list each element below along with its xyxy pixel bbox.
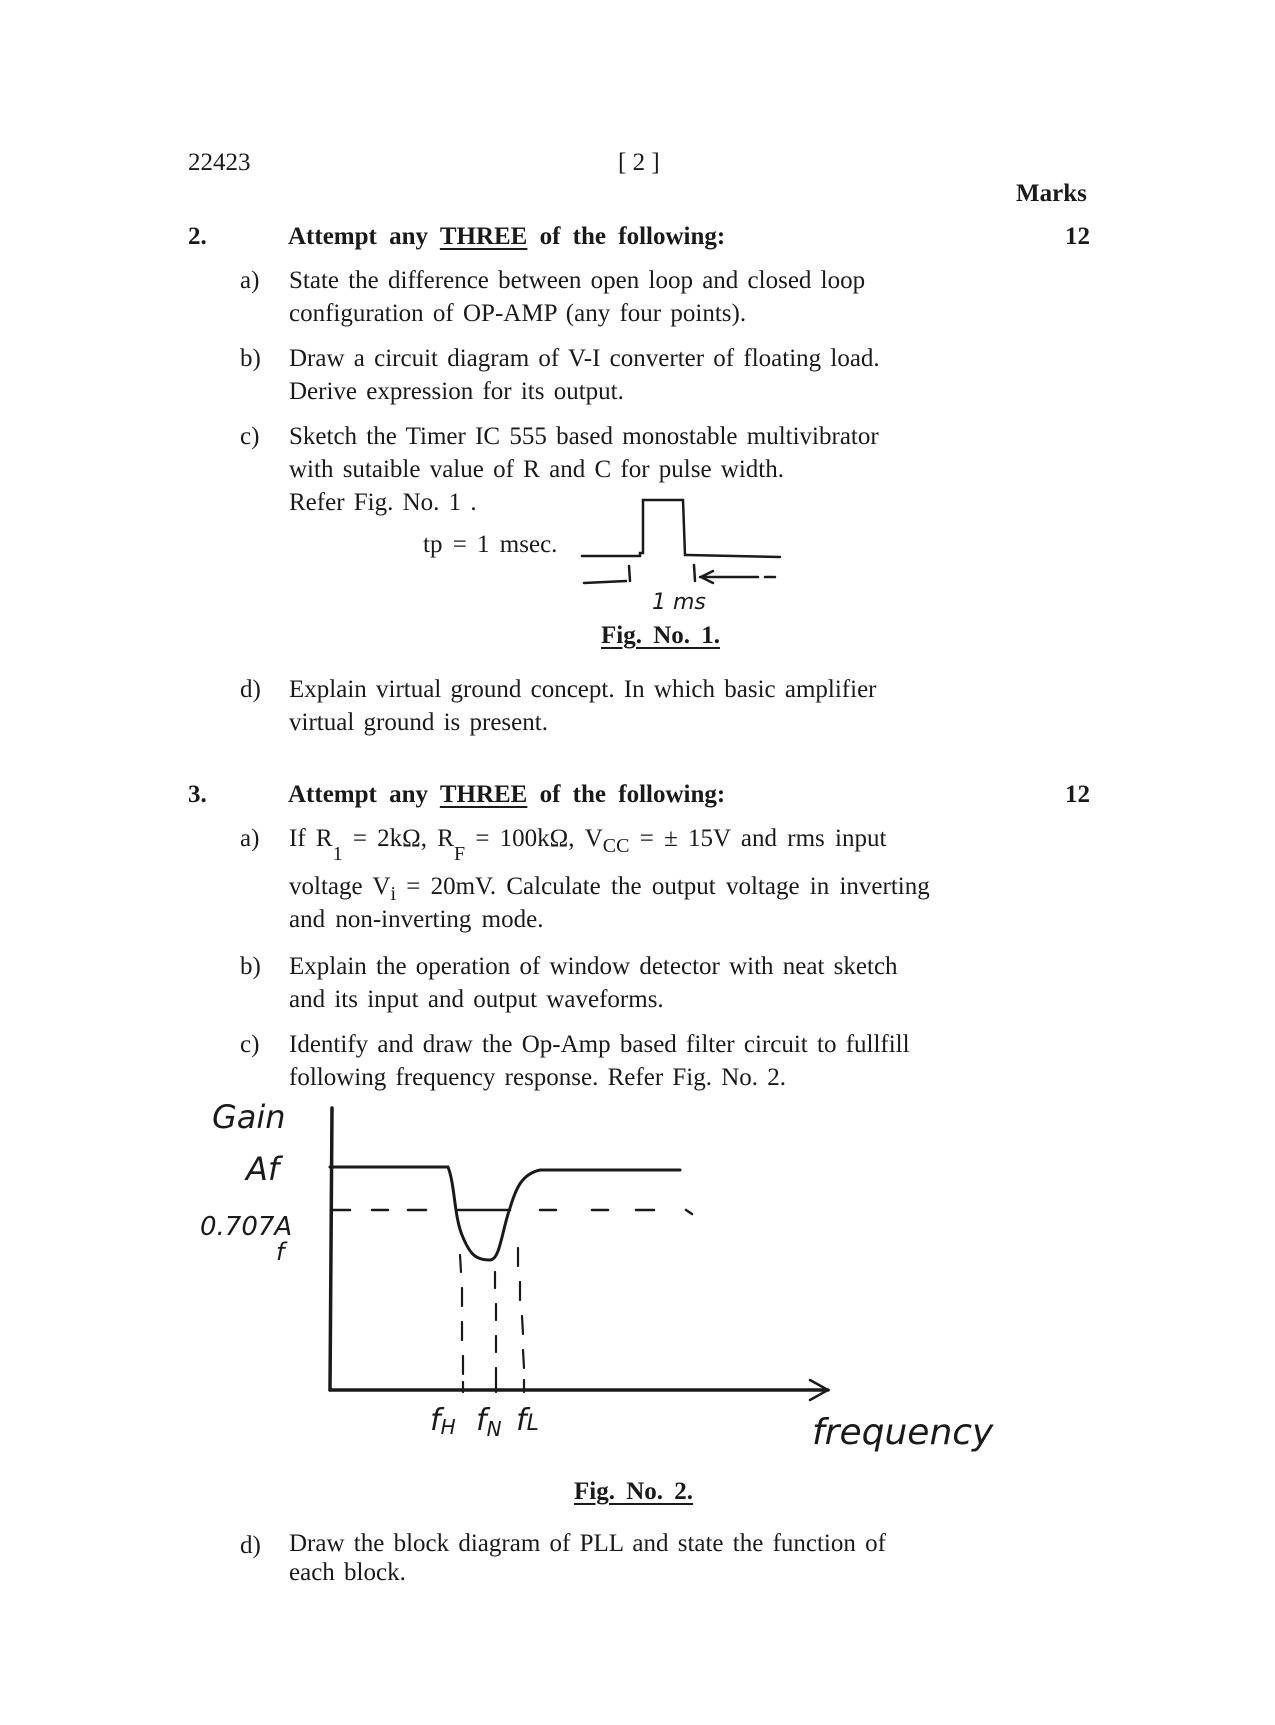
fig2-fl-label <box>516 1403 539 1438</box>
q2-heading-key: THREE <box>439 223 528 250</box>
marks-heading: Marks <box>1016 180 1087 207</box>
fig1-width-right-tick <box>694 565 695 581</box>
fig2-fh-dashed-drop <box>460 1255 463 1392</box>
fig1-width-label: 1 ms <box>652 590 706 615</box>
q3a-line-3: and non-inverting mode. <box>289 906 544 933</box>
q3a-rf-text: = 2kΩ, R <box>342 825 454 852</box>
q3b-line-2: and its input and output waveforms. <box>289 986 664 1013</box>
q2-marks: 12 <box>1065 223 1090 250</box>
q3a-vi-sub: i <box>390 883 396 905</box>
fig1-pulse-sketch <box>580 495 790 615</box>
fig2-fn-main: f <box>476 1403 487 1438</box>
fig2-fn-sub: N <box>486 1417 502 1441</box>
q2b-line-1: Draw a circuit diagram of V-I converter of floating load. <box>289 345 880 372</box>
q3a-vcc-value: = ± 15V and rms input <box>629 825 887 852</box>
fig1-caption: Fig. No. 1. <box>601 622 721 649</box>
fig2-fn-label <box>476 1403 502 1441</box>
q3-marks: 12 <box>1065 781 1090 808</box>
fig2-fl-main: f <box>516 1403 527 1438</box>
q3c-line-2: following frequency response. Refer Fig. No. 2. <box>289 1064 787 1091</box>
q2a-line-1: State the difference between open loop and closed loop <box>289 267 866 294</box>
q3b-text <box>289 950 979 1016</box>
fig1-width-left-tick <box>629 566 630 581</box>
q3b-label: b) <box>240 953 261 980</box>
q3-heading-pre: Attempt any <box>288 781 429 808</box>
q3a-label: a) <box>240 825 260 852</box>
q3d-line-2: each block. <box>289 1559 406 1586</box>
q2-heading-post: of the following: <box>539 223 726 250</box>
fig2-fh-sub: H <box>440 1415 456 1439</box>
q2d-text <box>289 673 959 739</box>
q3a-rf-sub: F <box>453 843 466 865</box>
q3c-label: c) <box>240 1031 260 1058</box>
fig2-0707-sub: f <box>276 1238 285 1266</box>
q2b-label: b) <box>240 345 261 372</box>
fig1-tp-label: tp = 1 msec. <box>423 531 558 558</box>
q2d-line-2: virtual ground is present. <box>289 709 548 736</box>
fig2-0707-label: 0.707A <box>200 1212 293 1242</box>
fig2-fn-dashed-drop <box>495 1272 496 1392</box>
q3-number: 3. <box>188 781 207 808</box>
q3b-line-1: Explain the operation of window detector with neat sketch <box>289 953 898 980</box>
fig2-frequency-response-sketch <box>200 1090 1060 1500</box>
page-number: [ 2 ] <box>618 149 660 176</box>
fig2-caption: Fig. No. 2. <box>574 1478 694 1505</box>
fig2-af-label: Af <box>246 1150 280 1188</box>
fig2-fh-main: f <box>430 1403 441 1438</box>
q3-heading-post: of the following: <box>539 781 726 808</box>
fig1-width-left-line <box>584 581 626 583</box>
q2a-label: a) <box>240 267 260 294</box>
q2-heading-pre: Attempt any <box>288 223 429 250</box>
q3a-vcc-text: = 100kΩ, V <box>465 825 603 852</box>
q2a-text <box>289 264 949 330</box>
q2-heading <box>288 220 725 253</box>
q3c-text <box>289 1028 999 1094</box>
q3a-vcc-sub: CC <box>602 835 630 857</box>
q2-number: 2. <box>188 223 207 250</box>
fig2-y-axis-label: Gain <box>212 1098 286 1136</box>
fig2-fl-dashed-drop <box>518 1248 524 1392</box>
fig1-pulse-waveform <box>582 500 780 557</box>
fig2-notch-response-curve <box>330 1167 680 1260</box>
q2c-line-1: Sketch the Timer IC 555 based monostable multivibrator <box>289 423 879 450</box>
q3a-vi-value: = 20mV. Calculate the output voltage in inverting <box>396 873 930 900</box>
q3a-r1-text: If R <box>289 825 333 852</box>
paper-code: 22423 <box>188 149 251 176</box>
q3d-text <box>289 1529 979 1587</box>
q3d-label: d) <box>240 1532 261 1559</box>
q2a-line-2: configuration of OP-AMP (any four points). <box>289 300 747 327</box>
fig2-y-axis <box>330 1108 332 1390</box>
q3-heading <box>288 778 725 811</box>
q3c-line-1: Identify and draw the Op-Amp based filter circuit to fullfill <box>289 1031 910 1058</box>
fig2-fl-sub: L <box>526 1411 539 1436</box>
q3a-line-1 <box>289 822 886 863</box>
q2b-line-2: Derive expression for its output. <box>289 378 624 405</box>
q3d-line-1: Draw the block diagram of PLL and state the function of <box>289 1530 886 1557</box>
q3-heading-key: THREE <box>439 781 528 808</box>
fig2-0707-dashed-line <box>332 1210 692 1214</box>
q3a-vi-text: voltage V <box>289 873 391 900</box>
q2d-label: d) <box>240 676 261 703</box>
q2b-text <box>289 342 969 408</box>
fig2-x-axis-label: frequency <box>812 1412 994 1453</box>
q2d-line-1: Explain virtual ground concept. In which basic amplifier <box>289 676 877 703</box>
q3a-r1-sub: 1 <box>332 843 343 865</box>
q2c-line-2: with sutaible value of R and C for pulse width. <box>289 456 784 483</box>
q2c-label: c) <box>240 423 260 450</box>
q2c-line-3: Refer Fig. No. 1 . <box>289 489 477 516</box>
fig2-fh-label <box>430 1403 456 1439</box>
